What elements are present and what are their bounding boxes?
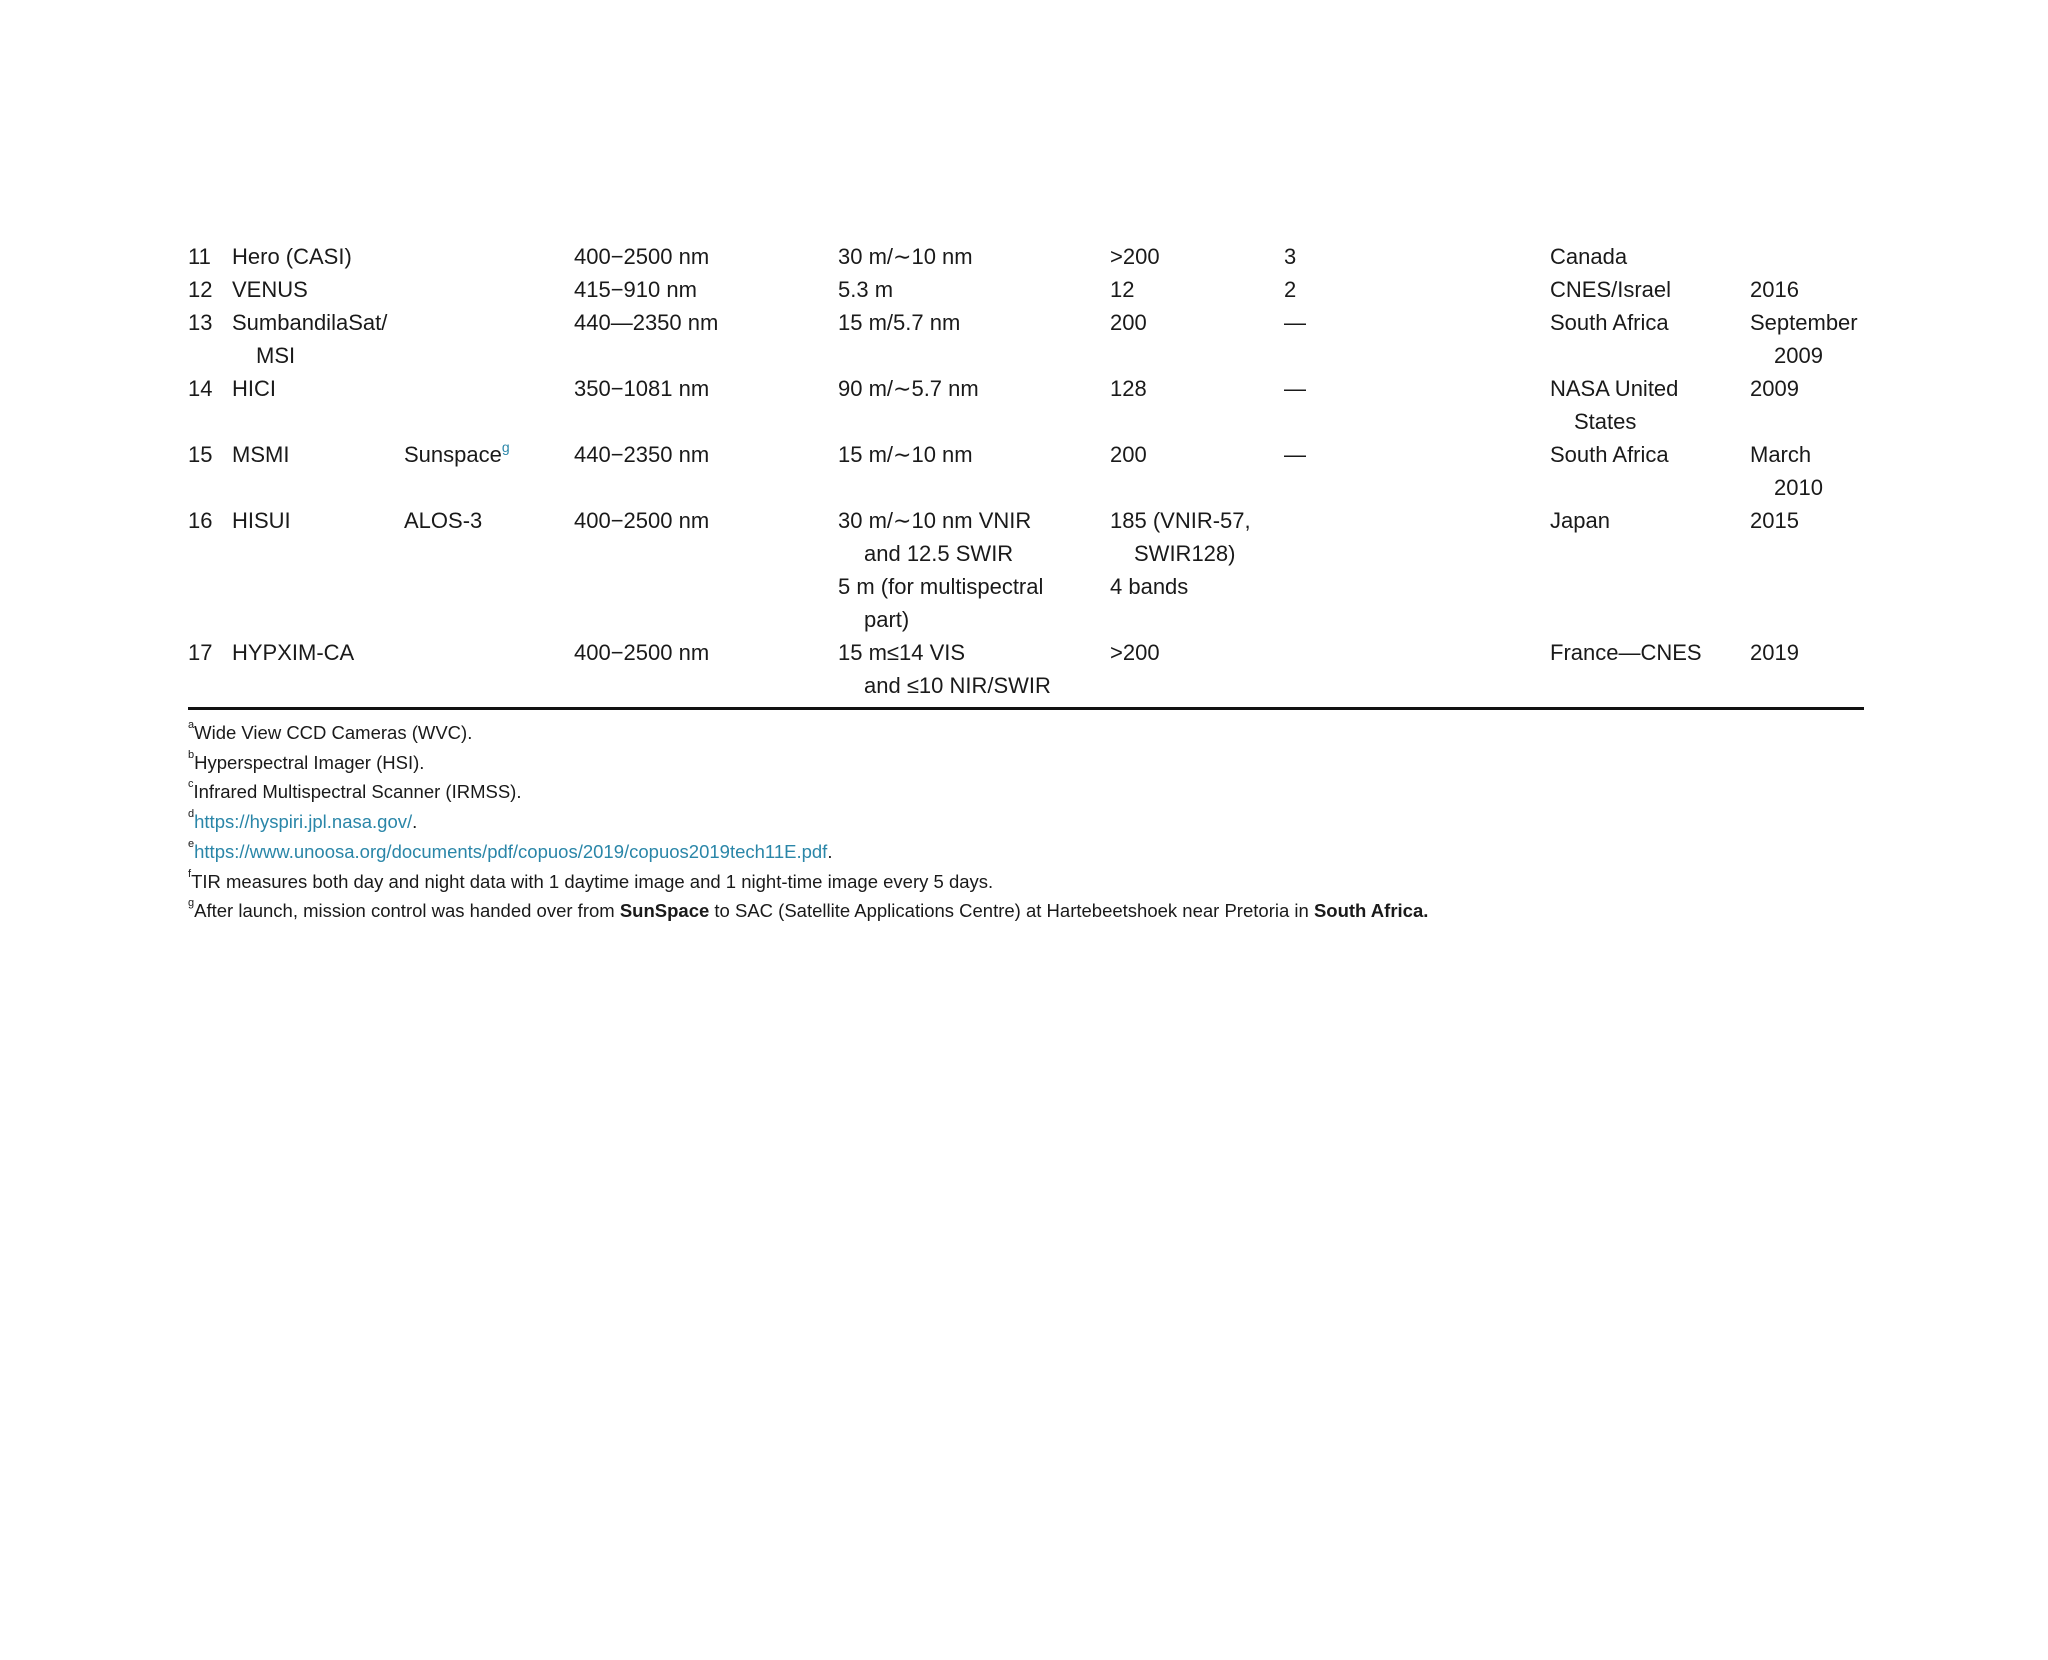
table-row [188, 504, 1864, 636]
country-line: Canada [1550, 244, 1628, 269]
cell-platform [404, 240, 574, 273]
footnote-text: Infrared Multispectral Scanner (IRMSS). [193, 781, 522, 803]
resolution-line: 90 m/∼5.7 nm [838, 376, 979, 401]
cell-spectral-range: 400−2500 nm [574, 244, 710, 269]
platform-text: ALOS-3 [404, 508, 483, 533]
cell-sensor-name [232, 240, 404, 273]
cell-row-number: 11 [188, 244, 211, 269]
footnote-e [188, 837, 1864, 867]
cell-bands [1110, 372, 1284, 438]
resolution-line: 15 m/5.7 nm [838, 310, 961, 335]
cell-row-number: 17 [188, 640, 213, 665]
cell-resolution [838, 636, 1110, 702]
country-line: NASA United [1550, 376, 1679, 401]
cell-platform [404, 438, 574, 504]
country-line: France—CNES [1550, 640, 1702, 665]
unoosa-link[interactable]: https://www.unoosa.org/documents/pdf/copuos/2019/copuos2019tech11E.pdf [194, 840, 828, 862]
year-line: 2019 [1750, 640, 1799, 665]
footnote-bold-sunspace: SunSpace [619, 900, 710, 922]
bands-line: >200 [1110, 244, 1160, 269]
cell-bands [1110, 438, 1284, 504]
cell-revisit [1284, 636, 1550, 702]
footnote-mark: e [188, 837, 195, 850]
sensor-name-line: MSI [256, 343, 296, 368]
cell-country [1550, 306, 1750, 372]
cell-spectral-range: 440—2350 nm [574, 310, 719, 335]
cell-country [1550, 273, 1750, 306]
sensor-name-line: HISUI [232, 508, 291, 533]
footnote-text: TIR measures both day and night data with 1 daytime image and 1 night-time image every 5 days. [191, 870, 994, 892]
resolution-line: part) [864, 607, 910, 632]
footnote-g [188, 896, 1864, 926]
bands-line: 185 (VNIR-57, [1110, 508, 1251, 533]
resolution-line: 5 m (for multispectral [838, 574, 1044, 599]
cell-revisit: — [1284, 376, 1306, 401]
country-line: South Africa [1550, 310, 1669, 335]
cell-platform [404, 504, 574, 636]
footnotes [188, 718, 1864, 926]
footnote-b [188, 748, 1864, 778]
sensor-name-line: HICI [232, 376, 276, 401]
footnote-mark: d [188, 808, 195, 821]
cell-launch-year [1750, 306, 1864, 372]
footnote-mark: b [188, 748, 195, 761]
bands-line: 200 [1110, 310, 1147, 335]
cell-revisit: 3 [1284, 244, 1297, 269]
cell-country [1550, 636, 1750, 702]
sensor-name-line: MSMI [232, 442, 290, 467]
footnote-a [188, 718, 1864, 748]
sensor-name-line: SumbandilaSat/ [232, 310, 388, 335]
cell-spectral-range: 415−910 nm [574, 277, 697, 302]
table-row [188, 438, 1864, 504]
cell-bands [1110, 240, 1284, 273]
cell-row-number: 12 [188, 277, 213, 302]
country-line: CNES/Israel [1550, 277, 1672, 302]
resolution-line: and 12.5 SWIR [864, 541, 1014, 566]
bands-line: 4 bands [1110, 574, 1189, 599]
footnote-mark: c [188, 778, 194, 791]
table-row [188, 636, 1864, 702]
cell-spectral-range: 350−1081 nm [574, 376, 710, 401]
bands-line: >200 [1110, 640, 1160, 665]
cell-spectral-range: 400−2500 nm [574, 640, 710, 665]
resolution-line: 30 m/∼10 nm VNIR [838, 508, 1032, 533]
cell-launch-year [1750, 372, 1864, 438]
year-line: 2009 [1750, 376, 1799, 401]
resolution-line: 30 m/∼10 nm [838, 244, 973, 269]
cell-bands [1110, 306, 1284, 372]
footnote-text: Hyperspectral Imager (HSI). [194, 751, 425, 773]
resolution-line: and ≤10 NIR/SWIR [864, 673, 1051, 698]
cell-row-number: 14 [188, 376, 213, 401]
cell-launch-year [1750, 438, 1864, 504]
sensor-table-container [188, 240, 1864, 702]
sensor-name-line: HYPXIM-CA [232, 640, 355, 665]
footnote-ref-link[interactable]: g [501, 439, 510, 455]
footnote-f [188, 867, 1864, 897]
cell-launch-year [1750, 504, 1864, 636]
footnote-mark: f [188, 867, 192, 880]
footnote-d [188, 807, 1864, 837]
resolution-line: 15 m≤14 VIS [838, 640, 966, 665]
cell-resolution [838, 240, 1110, 273]
table-row [188, 273, 1864, 306]
cell-country [1550, 438, 1750, 504]
cell-launch-year [1750, 240, 1864, 273]
cell-revisit: 2 [1284, 277, 1297, 302]
country-line: Japan [1550, 508, 1610, 533]
hyspiri-link[interactable]: https://hyspiri.jpl.nasa.gov/ [194, 811, 413, 833]
cell-sensor-name [232, 306, 404, 372]
cell-sensor-name [232, 438, 404, 504]
cell-row-number: 15 [188, 442, 213, 467]
table-bottom-rule [188, 707, 1864, 710]
cell-resolution [838, 306, 1110, 372]
cell-revisit [1284, 504, 1550, 636]
platform-text: Sunspace [404, 442, 502, 467]
cell-platform [404, 636, 574, 702]
bands-line: 128 [1110, 376, 1147, 401]
table-row [188, 240, 1864, 273]
country-line: South Africa [1550, 442, 1669, 467]
sensor-name-line: VENUS [232, 277, 308, 302]
year-line: 2010 [1774, 475, 1823, 500]
year-line: 2016 [1750, 277, 1799, 302]
table-row [188, 372, 1864, 438]
cell-resolution [838, 372, 1110, 438]
resolution-line: 5.3 m [838, 277, 894, 302]
cell-row-number: 16 [188, 508, 213, 533]
footnote-text: Wide View CCD Cameras (WVC). [194, 722, 473, 743]
cell-platform [404, 372, 574, 438]
footnote-text: . [412, 811, 418, 833]
resolution-line: 15 m/∼10 nm [838, 442, 973, 467]
year-line: 2009 [1774, 343, 1823, 368]
year-line: March [1750, 442, 1812, 467]
cell-sensor-name [232, 504, 404, 636]
cell-platform [404, 273, 574, 306]
bands-line: 12 [1110, 277, 1135, 302]
cell-country [1550, 504, 1750, 636]
cell-spectral-range: 440−2350 nm [574, 442, 710, 467]
cell-launch-year [1750, 273, 1864, 306]
sensor-name-line: Hero (CASI) [232, 244, 352, 269]
cell-bands [1110, 504, 1284, 636]
cell-bands [1110, 273, 1284, 306]
footnote-text: After launch, mission control was handed over from [194, 900, 620, 922]
cell-resolution [838, 438, 1110, 504]
table-row [188, 306, 1864, 372]
cell-launch-year [1750, 636, 1864, 702]
cell-platform [404, 306, 574, 372]
footnote-bold-south-africa: South Africa. [1313, 900, 1429, 922]
bands-line: 200 [1110, 442, 1147, 467]
cell-resolution [838, 273, 1110, 306]
cell-sensor-name [232, 273, 404, 306]
cell-revisit: — [1284, 310, 1306, 335]
cell-bands [1110, 636, 1284, 702]
bands-line: SWIR128) [1134, 541, 1236, 566]
country-line: States [1574, 409, 1637, 434]
cell-revisit: — [1284, 442, 1306, 467]
cell-sensor-name [232, 372, 404, 438]
footnote-text: to SAC (Satellite Applications Centre) at Hartebeetshoek near Pretoria in [709, 900, 1314, 922]
sensor-table [188, 240, 1864, 702]
footnote-mark: g [188, 897, 195, 910]
footnote-c [188, 777, 1864, 807]
footnote-text: . [827, 840, 833, 862]
cell-country [1550, 372, 1750, 438]
sensor-table-body [188, 240, 1864, 702]
cell-row-number: 13 [188, 310, 213, 335]
cell-spectral-range: 400−2500 nm [574, 508, 710, 533]
cell-sensor-name [232, 636, 404, 702]
footnote-mark: a [188, 719, 195, 731]
cell-resolution [838, 504, 1110, 636]
year-line: 2015 [1750, 508, 1799, 533]
cell-country [1550, 240, 1750, 273]
year-line: September [1750, 310, 1858, 335]
